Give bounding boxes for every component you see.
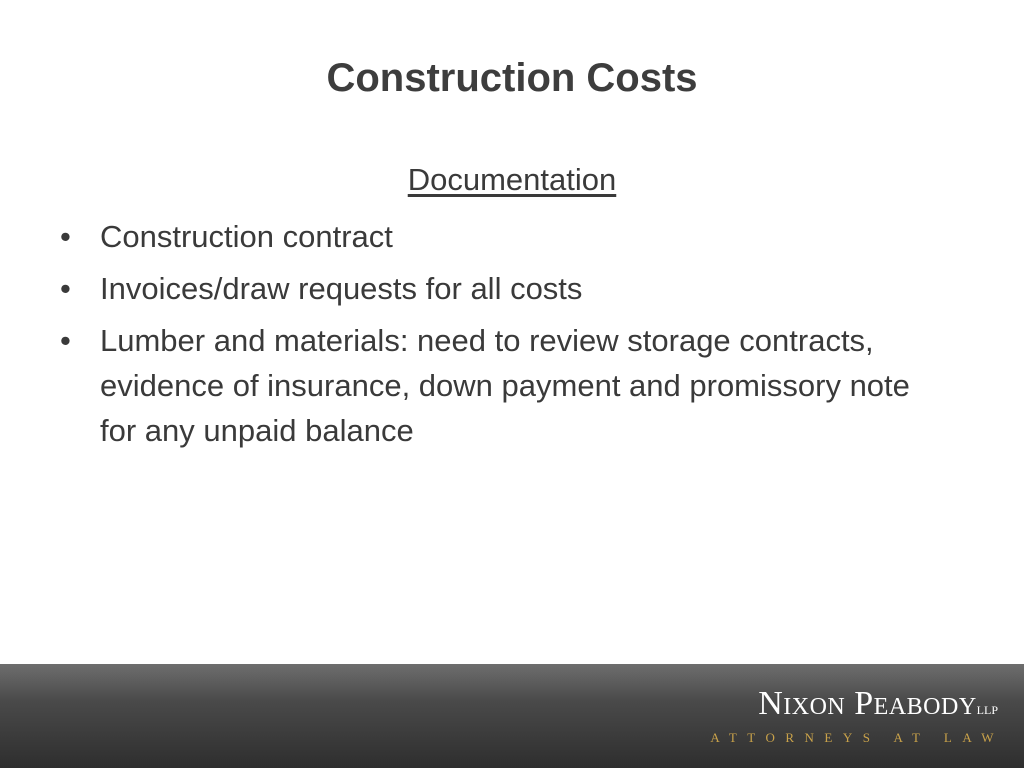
bullet-icon: •: [60, 323, 71, 358]
bullet-text: Lumber and materials: need to review storage contracts, evidence of insurance, down payment and promissory note for any unpaid balance: [100, 323, 910, 448]
logo-tagline: ATTORNEYS AT LAW: [710, 730, 1004, 745]
firm-logo: [710, 685, 1004, 746]
slide-title: Construction Costs: [326, 56, 698, 100]
logo-name: Nixon Peabody: [758, 685, 977, 722]
bullet-icon: •: [60, 271, 71, 306]
bullet-item: [56, 214, 916, 259]
bullet-text: Construction contract: [100, 219, 393, 254]
bullet-icon: •: [60, 219, 71, 254]
bullet-item: [56, 266, 916, 311]
section-subheading: Documentation: [407, 162, 617, 197]
bullet-text: Invoices/draw requests for all costs: [100, 271, 583, 306]
bullet-list: [56, 214, 916, 460]
logo-wordmark: [710, 686, 998, 728]
logo-suffix: LLP: [976, 703, 998, 717]
footer-bar: [0, 664, 1024, 768]
bullet-item: [56, 318, 916, 453]
